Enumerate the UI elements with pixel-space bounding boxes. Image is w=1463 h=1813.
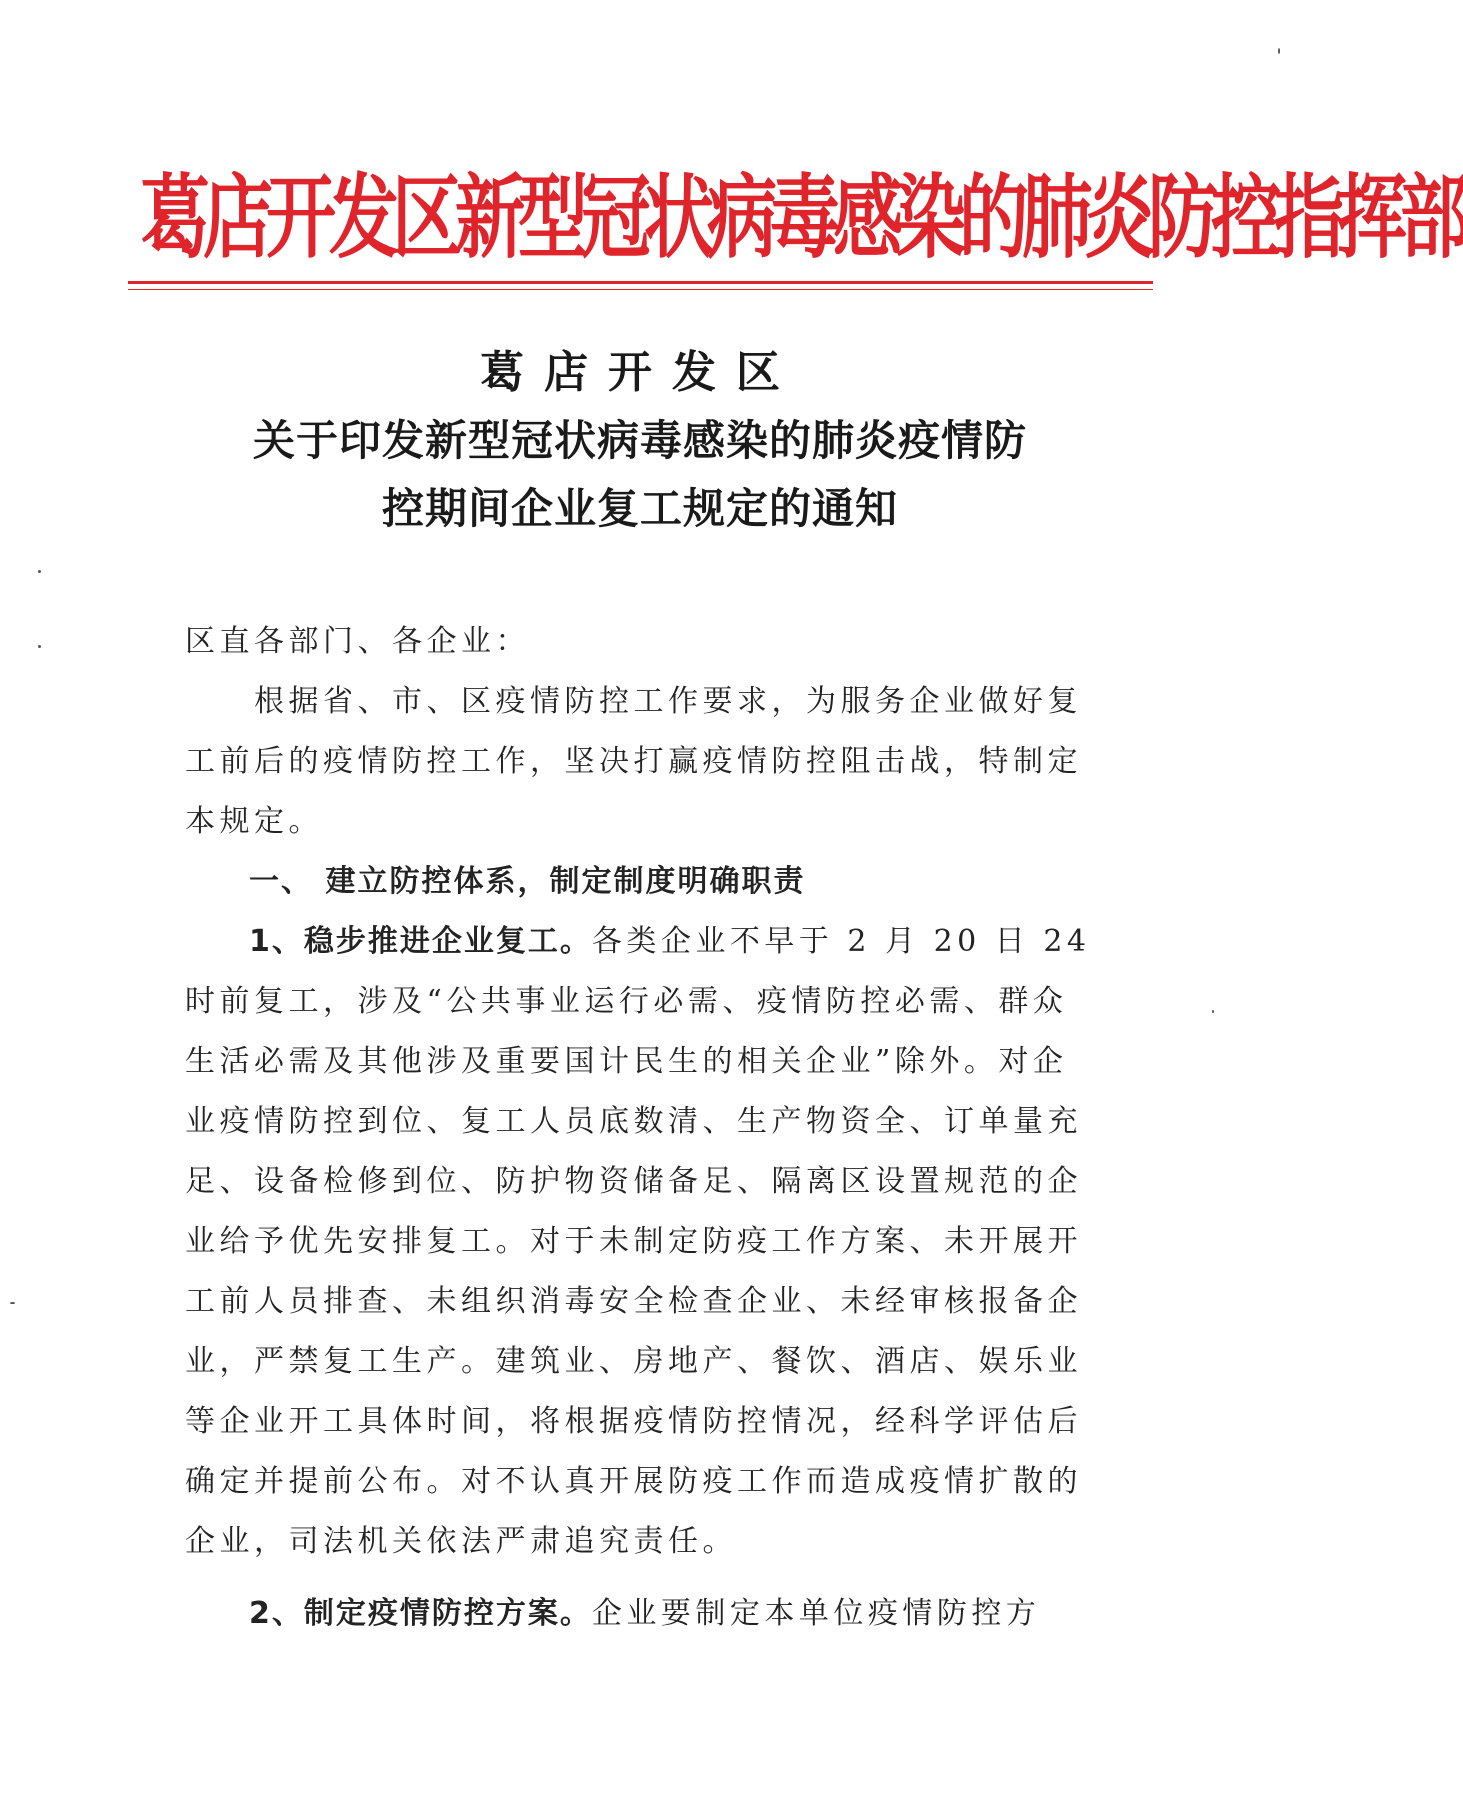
scan-speck [10,1302,15,1304]
document-title-line-3: 控期间企业复工规定的通知 [381,484,898,533]
item-2-first-line [185,1584,1085,1644]
issuing-authority-header: 葛店开发区新型冠状病毒感染的肺炎防控指挥部 [140,164,1463,272]
item-1-first-rest: 各类企业不早于 2 月 20 日 24 [591,924,1091,959]
item-1-line: 等企业开工具体时间，将根据疫情防控情况，经科学评估后 [185,1404,1082,1439]
salutation: 区直各部门、各企业： [185,624,530,659]
item-1-line: 业疫情防控到位、复工人员底数清、生产物资全、订单量充 [185,1104,1082,1139]
item-1-line: 时前复工，涉及“公共事业运行必需、疫情防控必需、群众 [185,984,1068,1019]
document-title-line-2: 关于印发新型冠状病毒感染的肺炎疫情防 [252,416,1027,465]
intro-line-2: 工前后的疫情防控工作，坚决打赢疫情防控阻击战，特制定 [185,744,1082,779]
section-1-heading: 一、 建立防控体系，制定制度明确职责 [185,864,806,899]
item-1-first-line [185,912,1091,972]
document-title-line-1: 葛店开发区 [480,347,800,398]
item-1-line: 业，严禁复工生产。建筑业、房地产、餐饮、酒店、娱乐业 [185,1344,1082,1379]
item-1-line: 业给予优先安排复工。对于未制定防疫工作方案、未开展开 [185,1224,1082,1259]
intro-line-3: 本规定。 [185,804,323,839]
scan-speck [38,570,41,573]
red-divider-thin [128,289,1153,290]
item-1-lead: 1、稳步推进企业复工。 [185,924,592,959]
item-1-line: 确定并提前公布。对不认真开展防疫工作而造成疫情扩散的 [185,1464,1082,1499]
item-1-line: 生活必需及其他涉及重要国计民生的相关企业”除外。对企 [185,1044,1068,1079]
item-1-line: 工前人员排查、未组织消毒安全检查企业、未经审核报备企 [185,1284,1082,1319]
scan-speck [1212,1010,1214,1013]
item-2-lead: 2、制定疫情防控方案。 [185,1596,592,1631]
red-divider-thick [128,281,1153,284]
intro-line-1: 根据省、市、区疫情防控工作要求，为服务企业做好复 [185,684,1082,719]
item-1-line: 企业，司法机关依法严肃追究责任。 [185,1524,737,1559]
item-2-first-rest: 企业要制定本单位疫情防控方 [591,1596,1041,1631]
item-1-line: 足、设备检修到位、防护物资储备足、隔离区设置规范的企 [185,1164,1082,1199]
scan-speck [38,645,41,648]
scan-speck [1278,48,1280,54]
